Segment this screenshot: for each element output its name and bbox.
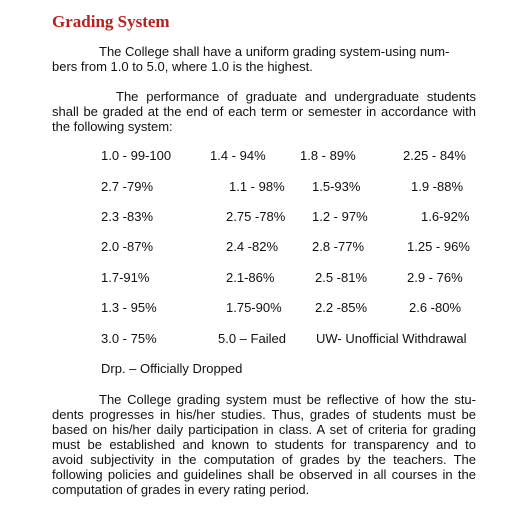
- grade-cell: 1.8 - 89%: [300, 148, 356, 163]
- grade-cell: 1.3 - 95%: [101, 300, 157, 315]
- grade-cell: 2.4 -82%: [226, 239, 279, 254]
- grade-cell: 1.1 - 98%: [229, 179, 285, 194]
- grade-cell: 2.9 - 76%: [407, 270, 463, 285]
- paragraph-line: The performance of graduate and undergraduate students: [116, 89, 476, 104]
- section-title: Grading System: [52, 12, 170, 31]
- paragraph-line: must be established and known to students for transparency and to: [52, 437, 476, 452]
- paragraph-line: based on his/her daily participation in class. A set of criteria for grading: [52, 422, 476, 437]
- grade-cell: 2.5 -81%: [315, 270, 368, 285]
- grade-cell: 2.0 -87%: [101, 239, 154, 254]
- grade-cell: 1.75-90%: [226, 300, 282, 315]
- paragraph-line: The College shall have a uniform grading system-using num-: [99, 44, 450, 59]
- paragraph-line: following policies and guidelines shall be observed in all courses in the: [52, 467, 476, 482]
- paragraph-line: The College grading system must be reflective of how the stu-: [99, 392, 476, 407]
- grade-cell: UW- Unofficial Withdrawal: [316, 331, 467, 346]
- grade-cell: 2.3 -83%: [101, 209, 154, 224]
- grade-cell: 5.0 – Failed: [218, 331, 286, 346]
- grade-cell: 1.4 - 94%: [210, 148, 266, 163]
- paragraph-line: the following system:: [52, 119, 173, 134]
- grading-policy-paragraph: [52, 392, 476, 497]
- grade-cell: 2.75 -78%: [226, 209, 286, 224]
- grade-cell: 2.25 - 84%: [403, 148, 466, 163]
- grade-cell: 2.6 -80%: [409, 300, 462, 315]
- grade-cell: 1.25 - 96%: [407, 239, 470, 254]
- grade-cell: 3.0 - 75%: [101, 331, 157, 346]
- performance-paragraph: [52, 89, 476, 134]
- paragraph-line: shall be graded at the end of each term or semester in accordance with: [52, 104, 476, 119]
- grade-cell: 1.0 - 99-100: [101, 148, 172, 163]
- drop-note: Drp. – Officially Dropped: [101, 361, 243, 376]
- grade-cell: 2.8 -77%: [312, 239, 365, 254]
- grade-cell: 1.2 - 97%: [312, 209, 368, 224]
- grade-cell: 1.9 -88%: [411, 179, 464, 194]
- grade-cell: 1.6-92%: [421, 209, 470, 224]
- paragraph-line: computation of grades in every rating period.: [52, 482, 310, 497]
- paragraph-line: avoid subjectivity in the computation of grades by the teachers. The: [52, 452, 476, 467]
- grade-cell: 1.5-93%: [312, 179, 361, 194]
- grade-cell: 2.1-86%: [226, 270, 275, 285]
- grade-cell: 2.7 -79%: [101, 179, 154, 194]
- paragraph-line: bers from 1.0 to 5.0, where 1.0 is the highest.: [52, 59, 313, 74]
- grade-cell: 1.7-91%: [101, 270, 150, 285]
- intro-paragraph: [52, 44, 476, 74]
- paragraph-line: dents progresses in his/her studies. Thus, grades of students must be: [52, 407, 476, 422]
- grade-cell: 2.2 -85%: [315, 300, 368, 315]
